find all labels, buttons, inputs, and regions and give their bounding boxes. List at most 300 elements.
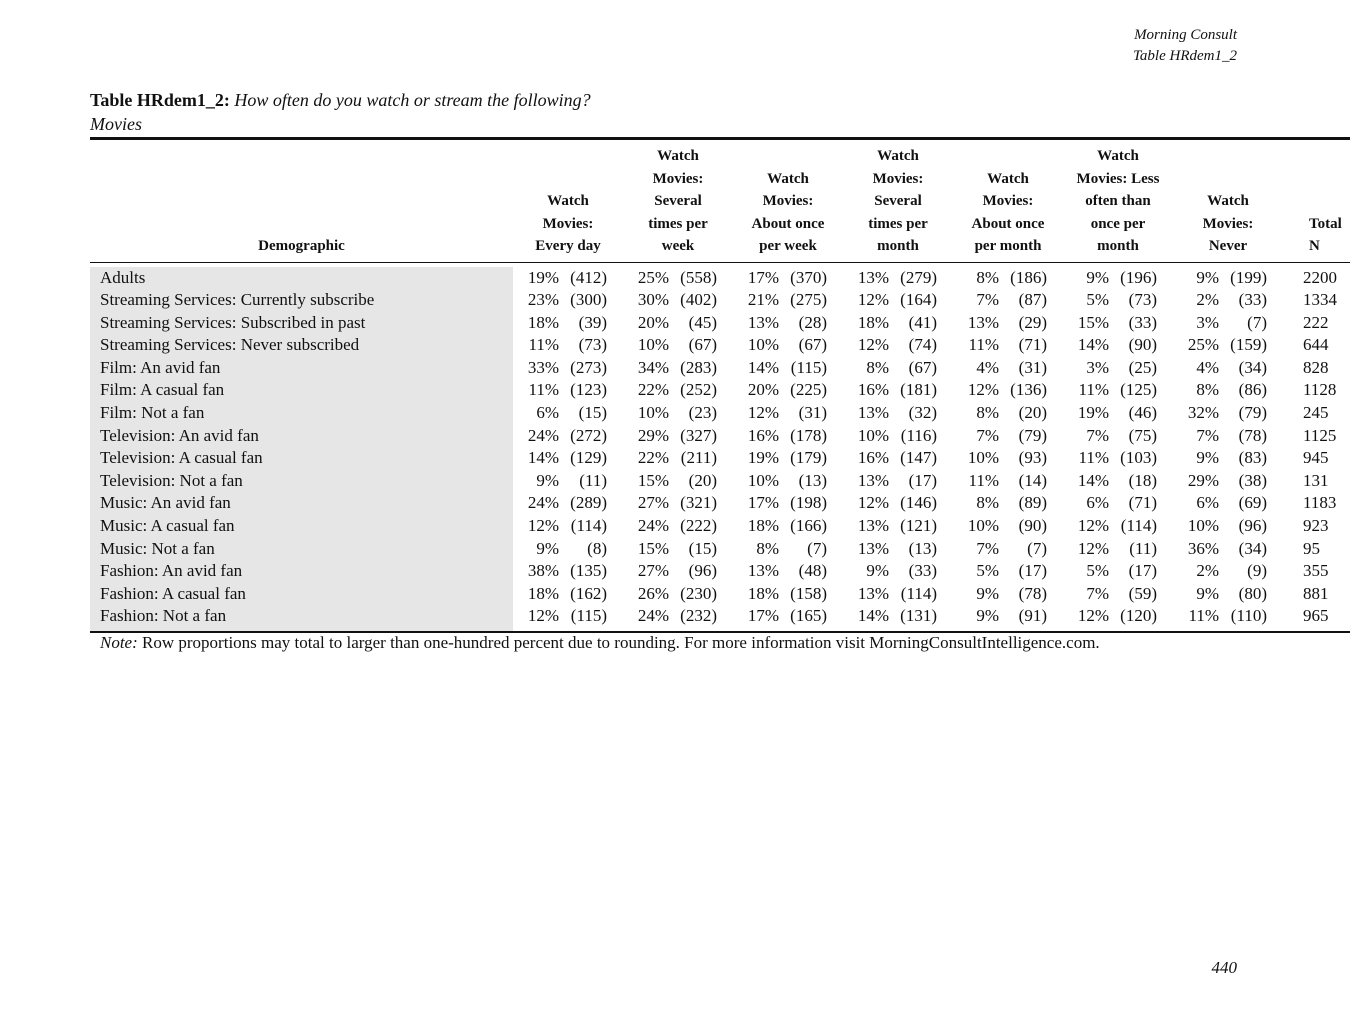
table-cell: [623, 402, 733, 425]
cell-percent: 14%: [747, 357, 779, 377]
cell-count: (125): [1120, 380, 1157, 400]
cell-percent: 18%: [857, 312, 889, 332]
cell-count: (45): [688, 312, 717, 332]
cell-percent: 13%: [857, 267, 889, 287]
cell-count: (121): [900, 516, 937, 536]
table-cell: [843, 560, 953, 583]
column-header-line: times per: [648, 215, 708, 232]
cell-count: (67): [688, 335, 717, 355]
cell-count: (158): [790, 583, 827, 603]
cell-percent: 13%: [967, 312, 999, 332]
column-header-never: [1173, 140, 1283, 263]
table-cell: [623, 583, 733, 606]
cell-count: (71): [1128, 493, 1157, 513]
table-cell: [953, 425, 1063, 448]
table-cell: [953, 357, 1063, 380]
cell-percent: 12%: [1077, 538, 1109, 558]
table-cell: [843, 425, 953, 448]
cell-count: (110): [1230, 606, 1267, 626]
cell-count: (17): [908, 470, 937, 490]
cell-count: (17): [1128, 561, 1157, 581]
table-cell: [953, 312, 1063, 335]
column-header-line: Movies:: [1202, 215, 1254, 232]
cell-percent: 11%: [528, 380, 559, 400]
table-cell: [843, 289, 953, 312]
table-row: [90, 538, 1350, 561]
cell-count: (59): [1128, 583, 1157, 603]
cell-percent: 18%: [747, 516, 779, 536]
cell-percent: 10%: [637, 403, 669, 423]
cell-percent: 12%: [1077, 516, 1109, 536]
table-row: [90, 402, 1350, 425]
table-cell: [513, 605, 623, 632]
cell-count: (11): [1129, 538, 1157, 558]
column-header-line: About once: [971, 215, 1045, 232]
cell-count: (67): [798, 335, 827, 355]
table-cell: [623, 334, 733, 357]
row-total: 1183: [1303, 493, 1337, 513]
cell-percent: 33%: [527, 357, 559, 377]
cell-count: (146): [900, 493, 937, 513]
cell-percent: 20%: [637, 312, 669, 332]
cell-percent: 5%: [1086, 290, 1109, 310]
table-cell: [733, 402, 843, 425]
table-cell: [733, 425, 843, 448]
table-cell: [623, 357, 733, 380]
cell-percent: 24%: [527, 493, 559, 513]
cell-count: (87): [1018, 290, 1047, 310]
cell-count: (91): [1018, 606, 1047, 626]
cell-percent: 7%: [976, 290, 999, 310]
cell-count: (412): [570, 267, 607, 287]
table-cell: [953, 267, 1063, 290]
column-header-row: [90, 140, 1350, 263]
table-cell: [953, 583, 1063, 606]
table-cell: [953, 515, 1063, 538]
row-label: Television: An avid fan: [90, 425, 513, 448]
cell-percent: 7%: [1086, 425, 1109, 445]
cell-count: (75): [1128, 425, 1157, 445]
cell-percent: 22%: [637, 448, 669, 468]
table-cell: [1173, 605, 1283, 632]
cell-percent: 10%: [857, 425, 889, 445]
cell-percent: 16%: [857, 448, 889, 468]
table-cell: [733, 289, 843, 312]
table-cell: [733, 267, 843, 290]
row-total: 828: [1303, 357, 1329, 377]
cell-count: (186): [1010, 267, 1047, 287]
cell-percent: 13%: [747, 561, 779, 581]
table-cell: [1173, 492, 1283, 515]
cell-count: (93): [1018, 448, 1047, 468]
table-cell: [953, 605, 1063, 632]
column-header-line: times per: [868, 215, 928, 232]
table-cell: [733, 538, 843, 561]
cell-percent: 4%: [1196, 357, 1219, 377]
column-header-line: Watch: [767, 170, 809, 187]
cell-percent: 13%: [857, 403, 889, 423]
header-org: Morning Consult: [1134, 27, 1237, 43]
cell-percent: 7%: [1086, 583, 1109, 603]
table-cell: [1063, 379, 1173, 402]
table-cell: [513, 515, 623, 538]
cell-count: (114): [1120, 516, 1157, 536]
table-cell: [513, 289, 623, 312]
row-label: Streaming Services: Never subscribed: [90, 334, 513, 357]
row-label: Streaming Services: Subscribed in past: [90, 312, 513, 335]
cell-count: (283): [680, 357, 717, 377]
cell-percent: 10%: [1187, 516, 1219, 536]
cell-percent: 10%: [747, 335, 779, 355]
row-label: Streaming Services: Currently subscribe: [90, 289, 513, 312]
table-cell: [733, 605, 843, 632]
table-cell: [513, 447, 623, 470]
cell-count: (89): [1018, 493, 1047, 513]
cell-count: (181): [900, 380, 937, 400]
cell-count: (115): [790, 357, 827, 377]
cell-count: (129): [570, 448, 607, 468]
table-title-question: How often do you watch or stream the following?: [234, 90, 591, 110]
cell-count: (273): [570, 357, 607, 377]
cell-count: (13): [908, 538, 937, 558]
cell-count: (558): [680, 267, 717, 287]
column-header-line: per week: [759, 238, 817, 254]
cell-count: (165): [790, 606, 827, 626]
table-cell: [733, 492, 843, 515]
cell-percent: 11%: [1188, 606, 1219, 626]
table-cell: [1063, 289, 1173, 312]
cell-percent: 11%: [1078, 448, 1109, 468]
cell-percent: 25%: [637, 267, 669, 287]
cell-count: (11): [579, 470, 607, 490]
cell-count: (166): [790, 516, 827, 536]
cell-percent: 27%: [637, 493, 669, 513]
cell-count: (230): [680, 583, 717, 603]
table-cell: [623, 447, 733, 470]
cell-count: (162): [570, 583, 607, 603]
column-header-line: Watch: [547, 193, 589, 209]
cell-percent: 12%: [857, 335, 889, 355]
table-cell: [953, 470, 1063, 493]
cell-percent: 14%: [1077, 335, 1109, 355]
table-cell: [513, 470, 623, 493]
cell-count: (33): [908, 561, 937, 581]
row-total: 1128: [1303, 380, 1337, 400]
column-header-line: Movies: Less: [1076, 170, 1160, 187]
cell-count: (18): [1128, 470, 1157, 490]
table-cell: [843, 267, 953, 290]
table-cell: [1173, 402, 1283, 425]
table-cell: [1063, 583, 1173, 606]
table-row: [90, 447, 1350, 470]
cell-count: (8): [587, 538, 607, 558]
table-cell: [953, 492, 1063, 515]
cell-percent: 26%: [637, 583, 669, 603]
column-header-line: Several: [654, 193, 702, 209]
running-header: [1133, 25, 1237, 67]
table-cell: [733, 560, 843, 583]
column-header-every-day: [513, 140, 623, 263]
note-text: Row proportions may total to larger than one-hundred percent due to rounding. For more information visit MorningConsultIntelligence.com.: [142, 633, 1100, 652]
cell-percent: 13%: [857, 470, 889, 490]
column-header-less-than-monthly: [1063, 140, 1173, 263]
column-header-line: Movies:: [982, 193, 1034, 209]
cell-percent: 3%: [1086, 357, 1109, 377]
row-label: Fashion: Not a fan: [90, 605, 513, 632]
column-header-line: often than: [1085, 193, 1151, 209]
cell-count: (31): [1018, 357, 1047, 377]
cell-percent: 17%: [747, 493, 779, 513]
table-row: [90, 605, 1350, 632]
row-total: 131: [1303, 470, 1329, 490]
cell-count: (79): [1018, 425, 1047, 445]
cell-count: (86): [1238, 380, 1267, 400]
table-cell: [513, 538, 623, 561]
note-label: Note:: [100, 633, 138, 652]
cell-count: (29): [1018, 312, 1047, 332]
table-row: [90, 267, 1350, 290]
column-header-demographic: Demographic: [90, 140, 513, 263]
cell-percent: 22%: [637, 380, 669, 400]
table-cell: [953, 289, 1063, 312]
table-cell: [1063, 560, 1173, 583]
table-cell: [1063, 605, 1173, 632]
table-cell: [1173, 583, 1283, 606]
table-cell: [953, 402, 1063, 425]
cell-count: (34): [1238, 357, 1267, 377]
table-cell: [1063, 357, 1173, 380]
cell-count: (31): [798, 403, 827, 423]
cell-count: (289): [570, 493, 607, 513]
table-cell: [1063, 470, 1173, 493]
table-cell: [953, 379, 1063, 402]
column-header-line: About once: [751, 215, 825, 232]
cell-count: (39): [578, 312, 607, 332]
cell-count: (74): [908, 335, 937, 355]
cell-percent: 9%: [866, 561, 889, 581]
table-cell: [843, 515, 953, 538]
table-cell: [1063, 538, 1173, 561]
cell-percent: 18%: [527, 312, 559, 332]
table-cell: [1173, 447, 1283, 470]
column-header-line: Watch: [877, 148, 919, 164]
table-cell: [1173, 267, 1283, 290]
cell-percent: 8%: [976, 403, 999, 423]
column-header-several-per-week: [623, 140, 733, 263]
table-cell: [513, 334, 623, 357]
cell-percent: 16%: [857, 380, 889, 400]
cell-percent: 12%: [527, 516, 559, 536]
cell-percent: 7%: [1196, 425, 1219, 445]
table-row: [90, 583, 1350, 606]
cell-percent: 29%: [1187, 470, 1219, 490]
cell-count: (46): [1128, 403, 1157, 423]
cell-percent: 10%: [967, 516, 999, 536]
cell-count: (327): [680, 425, 717, 445]
row-label: Music: A casual fan: [90, 515, 513, 538]
cell-count: (79): [1238, 403, 1267, 423]
cell-count: (20): [1018, 403, 1047, 423]
row-total: 945: [1303, 448, 1329, 468]
cell-count: (96): [688, 561, 717, 581]
table-cell: [623, 605, 733, 632]
cell-percent: 36%: [1187, 538, 1219, 558]
row-total: 95: [1303, 538, 1320, 558]
row-label: Fashion: A casual fan: [90, 583, 513, 606]
cell-count: (402): [680, 290, 717, 310]
table-cell: [1063, 492, 1173, 515]
row-total: 1125: [1303, 425, 1337, 445]
table-cell: [1173, 425, 1283, 448]
table-cell: [513, 379, 623, 402]
row-label: Music: An avid fan: [90, 492, 513, 515]
cell-count: (300): [570, 290, 607, 310]
column-header-line: Watch: [987, 170, 1029, 187]
cell-count: (96): [1238, 516, 1267, 536]
header-table-ref: Table HRdem1_2: [1132, 48, 1237, 64]
cell-count: (25): [1128, 357, 1157, 377]
cell-count: (136): [1010, 380, 1047, 400]
cell-percent: 15%: [637, 470, 669, 490]
cell-percent: 10%: [637, 335, 669, 355]
cell-count: (38): [1238, 470, 1267, 490]
page-number: 440: [1211, 958, 1237, 977]
cell-count: (7): [1027, 538, 1047, 558]
cell-count: (78): [1238, 425, 1267, 445]
cell-count: (370): [790, 267, 827, 287]
cell-count: (178): [790, 425, 827, 445]
cell-percent: 4%: [976, 357, 999, 377]
column-header-line: Watch: [1207, 193, 1249, 209]
cell-count: (114): [570, 516, 607, 536]
table-cell: [843, 470, 953, 493]
cell-count: (15): [688, 538, 717, 558]
cell-count: (116): [900, 425, 937, 445]
cell-percent: 5%: [1086, 561, 1109, 581]
table-cell: [843, 379, 953, 402]
column-header-line: Watch: [1097, 148, 1139, 164]
cell-count: (103): [1120, 448, 1157, 468]
row-label: Film: Not a fan: [90, 402, 513, 425]
cell-count: (159): [1230, 335, 1267, 355]
table-cell: [623, 538, 733, 561]
column-header-several-per-month: [843, 140, 953, 263]
row-label: Fashion: An avid fan: [90, 560, 513, 583]
cell-percent: 32%: [1187, 403, 1219, 423]
table-row: [90, 379, 1350, 402]
column-header-line: Movies:: [652, 170, 704, 187]
cell-count: (28): [798, 312, 827, 332]
table-row: [90, 289, 1350, 312]
row-total: 1334: [1303, 290, 1337, 310]
cell-percent: 18%: [527, 583, 559, 603]
column-header-line: once per: [1090, 215, 1146, 232]
cell-percent: 11%: [1078, 380, 1109, 400]
cell-percent: 13%: [857, 583, 889, 603]
column-header-line: Several: [874, 193, 922, 209]
cell-percent: 3%: [1196, 312, 1219, 332]
cell-percent: 12%: [857, 493, 889, 513]
row-label: Film: A casual fan: [90, 379, 513, 402]
table-cell: [843, 538, 953, 561]
cell-count: (131): [900, 606, 937, 626]
table-cell: [623, 379, 733, 402]
column-header-once-per-week: [733, 140, 843, 263]
cell-percent: 12%: [1077, 606, 1109, 626]
row-label: Music: Not a fan: [90, 538, 513, 561]
table-cell: [843, 447, 953, 470]
cell-percent: 23%: [527, 290, 559, 310]
cell-percent: 15%: [1077, 312, 1109, 332]
table-cell: [623, 515, 733, 538]
row-total: 923: [1303, 516, 1329, 536]
cell-percent: 17%: [747, 606, 779, 626]
crosstab-table: [90, 137, 1350, 633]
cell-percent: 9%: [1196, 583, 1219, 603]
cell-count: (7): [807, 538, 827, 558]
cell-percent: 8%: [976, 493, 999, 513]
cell-count: (48): [798, 561, 827, 581]
cell-percent: 8%: [756, 538, 779, 558]
cell-count: (198): [790, 493, 827, 513]
cell-count: (252): [680, 380, 717, 400]
cell-percent: 14%: [1077, 470, 1109, 490]
column-header-line: Watch: [657, 148, 699, 164]
cell-percent: 19%: [747, 448, 779, 468]
cell-count: (114): [900, 583, 937, 603]
row-total: 881: [1303, 583, 1329, 603]
table-cell: [843, 402, 953, 425]
row-total: 355: [1303, 561, 1329, 581]
table-cell: [1063, 402, 1173, 425]
cell-percent: 6%: [1086, 493, 1109, 513]
cell-count: (272): [570, 425, 607, 445]
cell-count: (123): [570, 380, 607, 400]
table-cell: [1063, 425, 1173, 448]
cell-percent: 16%: [747, 425, 779, 445]
table-body: [90, 262, 1350, 633]
cell-count: (17): [1018, 561, 1047, 581]
cell-count: (9): [1247, 561, 1267, 581]
cell-percent: 8%: [976, 267, 999, 287]
table-cell: [1173, 515, 1283, 538]
table-cell: [1063, 267, 1173, 290]
table-cell: [1063, 515, 1173, 538]
table-title: [90, 88, 591, 136]
cell-count: (135): [570, 561, 607, 581]
table-cell: [733, 515, 843, 538]
row-total: 222: [1303, 312, 1329, 332]
cell-count: (90): [1128, 335, 1157, 355]
cell-percent: 2%: [1196, 561, 1219, 581]
cell-percent: 9%: [976, 583, 999, 603]
table-cell: [1173, 538, 1283, 561]
table-cell: [843, 312, 953, 335]
crosstab-table-container: [90, 137, 1342, 633]
cell-count: (15): [578, 403, 607, 423]
cell-percent: 24%: [527, 425, 559, 445]
cell-count: (14): [1018, 470, 1047, 490]
table-row: [90, 515, 1350, 538]
row-label: Television: Not a fan: [90, 470, 513, 493]
cell-percent: 12%: [527, 606, 559, 626]
cell-count: (69): [1238, 493, 1267, 513]
table-cell: [843, 334, 953, 357]
table-cell: [513, 312, 623, 335]
column-header-line: month: [1097, 238, 1139, 254]
column-header-line: per month: [974, 238, 1042, 254]
cell-count: (41): [908, 312, 937, 332]
